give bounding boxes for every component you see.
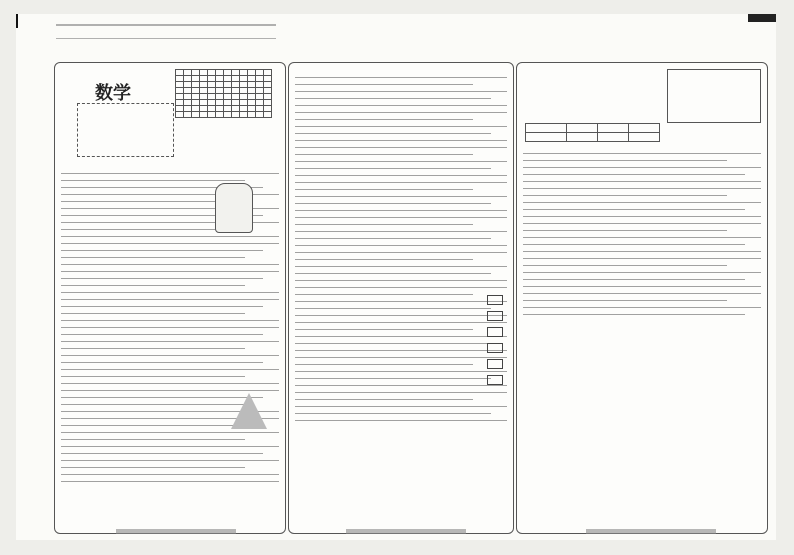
hand-figure	[215, 183, 253, 233]
header-line	[56, 38, 276, 39]
exam-sheet	[16, 14, 776, 540]
worked-example-box	[667, 69, 761, 123]
column-right	[516, 62, 768, 534]
answer-boxes	[487, 295, 503, 385]
question-lines	[517, 147, 767, 315]
question-lines	[289, 71, 513, 421]
triangle-figure	[231, 393, 267, 429]
page-title: 数学	[95, 83, 131, 104]
score-grid	[175, 69, 272, 118]
page-footer	[346, 529, 466, 534]
answer-table	[525, 123, 660, 142]
page-footer	[586, 529, 716, 534]
column-middle	[288, 62, 514, 534]
barcode-area	[77, 103, 174, 157]
column-left	[54, 62, 286, 534]
header-strip	[56, 16, 776, 56]
corner-mark	[16, 14, 18, 28]
header-line	[56, 24, 276, 26]
page-footer	[116, 529, 236, 534]
